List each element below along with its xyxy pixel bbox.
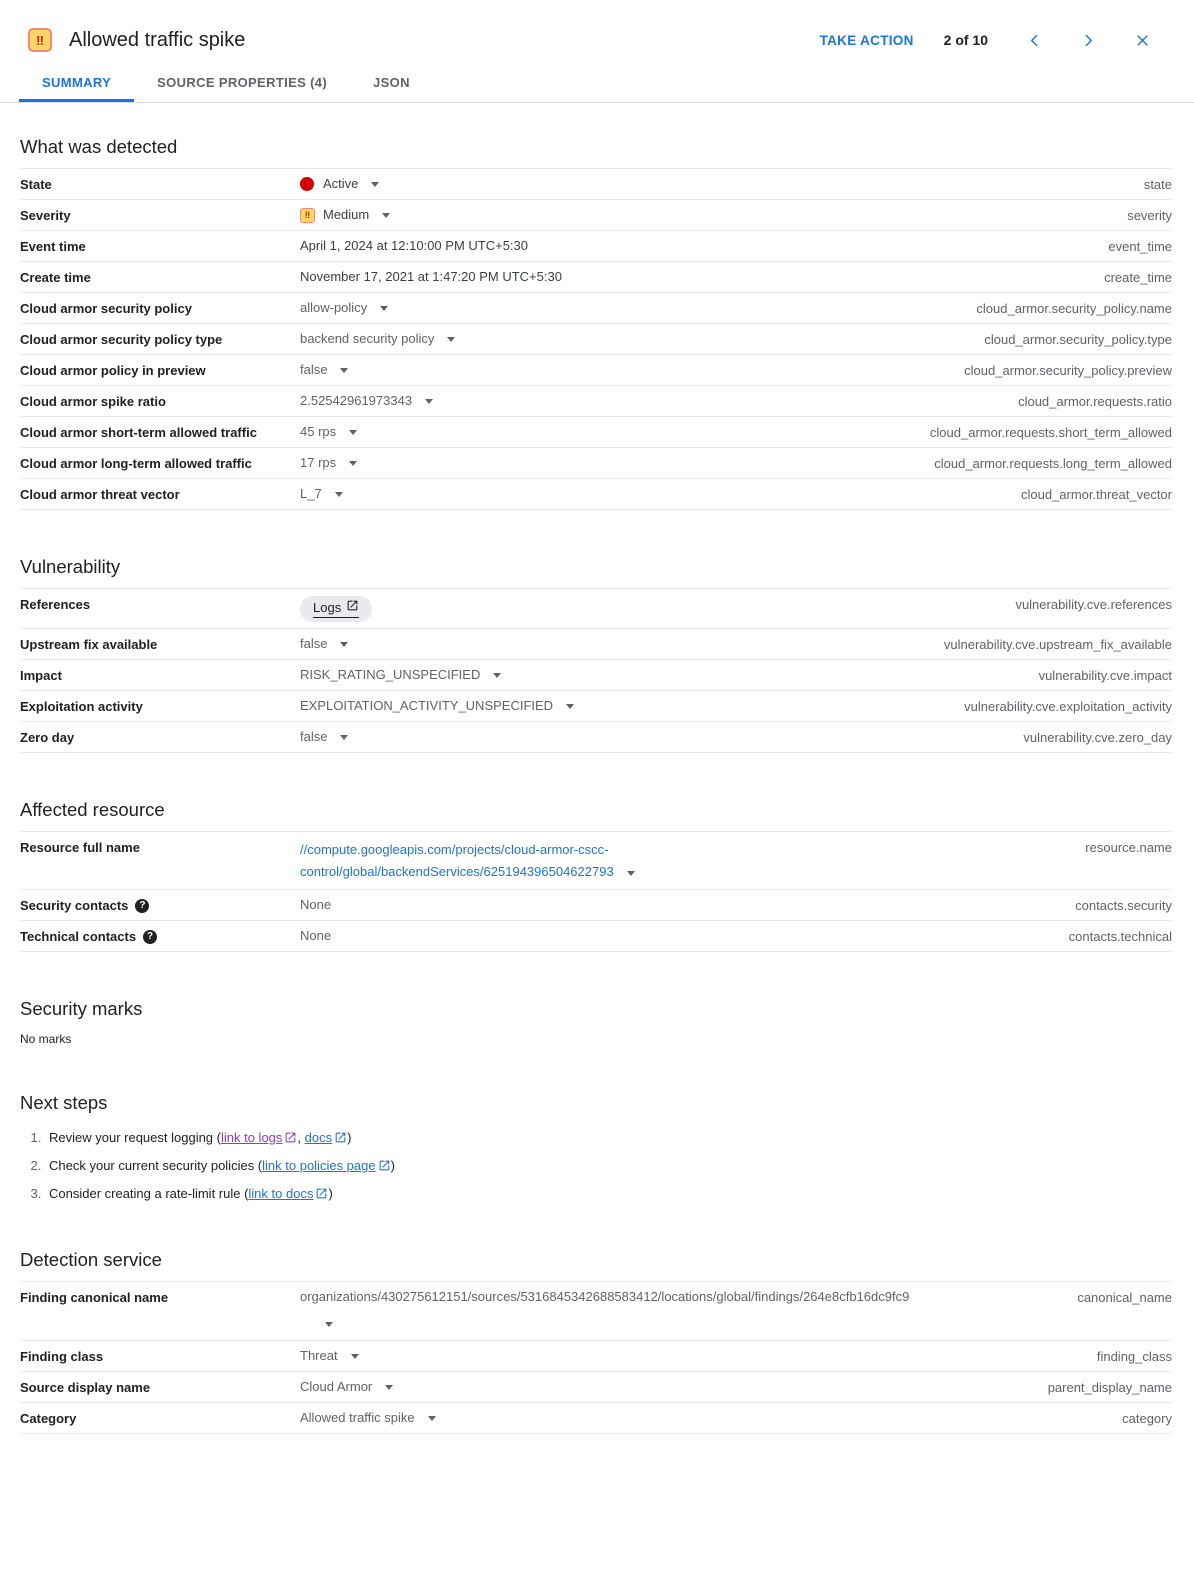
row-label-text: Cloud armor security policy	[20, 301, 192, 316]
row-label-text: Cloud armor policy in preview	[20, 363, 206, 378]
dropdown-caret-icon[interactable]	[340, 368, 348, 373]
row-value[interactable]	[300, 1289, 1053, 1334]
row-value-dropdown[interactable]	[300, 455, 910, 471]
dropdown-caret-icon[interactable]	[340, 642, 348, 647]
row-attribute-name: contacts.security	[1075, 898, 1172, 913]
section-title-affected-resource: Affected resource	[20, 799, 165, 820]
section-title-vulnerability: Vulnerability	[20, 556, 121, 577]
row-value	[300, 928, 1045, 944]
row-references	[20, 589, 1172, 629]
resource-link[interactable]	[300, 839, 1061, 883]
row-value-text: Active	[323, 176, 359, 191]
row-technical-contacts	[20, 921, 1172, 952]
dropdown-caret-icon[interactable]	[349, 430, 357, 435]
row-value-text: false	[300, 729, 328, 744]
severity-medium-icon: ‼	[300, 208, 315, 223]
header-actions	[820, 28, 1154, 52]
row-category	[20, 1403, 1172, 1434]
row-exploitation-activity	[20, 691, 1172, 722]
row-attribute-name: cloud_armor.requests.long_term_allowed	[934, 456, 1172, 471]
row-value-text: Threat	[300, 1348, 338, 1363]
take-action-button[interactable]: TAKE ACTION	[819, 32, 914, 48]
help-icon[interactable]: ?	[143, 930, 157, 944]
step-link-link-to-policies-page[interactable]: link to policies page	[262, 1158, 376, 1173]
row-cloud-armor-threat-vector	[20, 479, 1172, 510]
resource-link-line[interactable]: control/global/backendServices/625194396504622793	[300, 861, 635, 883]
row-label	[20, 362, 300, 379]
row-finding-class	[20, 1341, 1172, 1372]
row-attribute-name: vulnerability.cve.impact	[1038, 668, 1172, 683]
row-label	[20, 269, 300, 286]
severity-dropdown[interactable]	[300, 207, 1103, 223]
row-attribute-name: state	[1143, 177, 1172, 192]
row-value-text: allow-policy	[300, 300, 368, 315]
row-label	[20, 455, 300, 472]
row-value-text: Allowed traffic spike	[300, 1410, 415, 1425]
row-value-dropdown[interactable]	[300, 362, 940, 378]
row-label-text: Cloud armor spike ratio	[20, 394, 166, 409]
row-attribute-name: contacts.technical	[1068, 929, 1172, 944]
row-label-text: Upstream fix available	[20, 637, 158, 652]
row-cloud-armor-short-term-allowed-traffic	[20, 417, 1172, 448]
row-label-text: State	[20, 177, 52, 192]
dropdown-caret-icon[interactable]	[447, 337, 455, 342]
row-attribute-name: resource.name	[1085, 840, 1172, 855]
rows-affected-resource	[20, 831, 1172, 952]
row-label-text: Cloud armor security policy type	[20, 332, 223, 347]
section-vulnerability	[20, 556, 1172, 753]
row-label-text: Cloud armor short-term allowed traffic	[20, 425, 257, 440]
main-content	[0, 136, 1194, 1584]
external-link-icon	[284, 1131, 297, 1147]
row-value-dropdown[interactable]	[300, 486, 997, 502]
row-label-text: Exploitation activity	[20, 699, 143, 714]
row-attribute-name: cloud_armor.security_policy.name	[976, 301, 1172, 316]
section-title-security-marks: Security marks	[20, 998, 143, 1019]
next-step-item: 1. Review your request logging (link to logs , docs )	[45, 1130, 1172, 1147]
external-link-icon	[378, 1159, 391, 1175]
dropdown-caret-icon[interactable]	[493, 673, 501, 678]
dropdown-caret-row[interactable]	[312, 1315, 333, 1331]
row-resource-full-name	[20, 832, 1172, 890]
rows-what-was-detected	[20, 168, 1172, 510]
chevron-left-icon[interactable]	[1022, 28, 1046, 52]
row-label	[20, 1410, 300, 1427]
row-attribute-name: parent_display_name	[1047, 1380, 1172, 1395]
row-label	[20, 667, 300, 684]
rows-vulnerability	[20, 588, 1172, 753]
tab-source-properties-4[interactable]: SOURCE PROPERTIES (4)	[157, 75, 328, 90]
row-attribute-name: cloud_armor.requests.short_term_allowed	[929, 425, 1172, 440]
row-label	[20, 300, 300, 317]
row-value-dropdown[interactable]	[300, 698, 940, 714]
dropdown-caret-icon[interactable]	[425, 399, 433, 404]
row-label-text: Cloud armor threat vector	[20, 487, 180, 502]
pagination-counter: 2 of 10	[943, 32, 988, 48]
row-finding-canonical-name	[20, 1282, 1172, 1341]
external-link-icon	[346, 599, 359, 616]
row-value-text: None	[300, 928, 332, 943]
row-attribute-name: event_time	[1108, 239, 1172, 254]
row-value-text: 2.52542961973343	[300, 393, 413, 408]
row-attribute-name: cloud_armor.security_policy.type	[984, 332, 1172, 347]
logs-chip-button[interactable]	[300, 596, 372, 622]
dropdown-caret-icon[interactable]	[349, 461, 357, 466]
tab-summary[interactable]: SUMMARY	[19, 64, 134, 102]
row-label	[20, 1379, 300, 1396]
row-label	[20, 928, 300, 945]
row-label	[20, 176, 300, 193]
row-label	[20, 839, 300, 856]
row-event-time	[20, 231, 1172, 262]
row-value-text: April 1, 2024 at 12:10:00 PM UTC+5:30	[300, 238, 528, 253]
external-link-icon	[334, 1131, 347, 1147]
row-label	[20, 1348, 300, 1365]
row-label-text: Cloud armor long-term allowed traffic	[20, 456, 252, 471]
row-label-text: Resource full name	[20, 840, 140, 855]
row-value-dropdown[interactable]	[300, 1410, 1098, 1426]
row-attribute-name: cloud_armor.security_policy.preview	[964, 363, 1172, 378]
row-attribute-name: vulnerability.cve.upstream_fix_available	[943, 637, 1172, 652]
row-label-text: Source display name	[20, 1380, 151, 1395]
row-label	[20, 596, 300, 613]
row-value-text: EXPLOITATION_ACTIVITY_UNSPECIFIED	[300, 698, 554, 713]
row-security-contacts	[20, 890, 1172, 921]
row-severity	[20, 200, 1172, 231]
next-step-item: 2. Check your current security policies (link to policies page )	[45, 1158, 1172, 1175]
dropdown-caret-icon[interactable]	[325, 1322, 333, 1327]
row-attribute-name: severity	[1127, 208, 1172, 223]
row-attribute-name: cloud_armor.requests.ratio	[1018, 394, 1172, 409]
row-attribute-name: vulnerability.cve.exploitation_activity	[964, 699, 1172, 714]
dropdown-caret-icon[interactable]	[428, 1416, 436, 1421]
row-label-text: References	[20, 597, 91, 612]
row-state	[20, 169, 1172, 200]
help-icon[interactable]: ?	[135, 899, 149, 913]
row-value-dropdown[interactable]	[300, 331, 960, 347]
chevron-right-icon[interactable]	[1076, 28, 1100, 52]
rows-detection-service	[20, 1281, 1172, 1434]
dropdown-caret-icon[interactable]	[382, 213, 390, 218]
row-value-text: 17 rps	[300, 455, 337, 470]
row-cloud-armor-security-policy	[20, 293, 1172, 324]
row-value-dropdown[interactable]	[300, 729, 999, 745]
row-label	[20, 424, 300, 441]
row-value-text: 45 rps	[300, 424, 337, 439]
row-label	[20, 207, 300, 224]
row-value-text: Medium	[323, 207, 370, 222]
row-cloud-armor-spike-ratio	[20, 386, 1172, 417]
step-link-docs[interactable]: docs	[304, 1130, 333, 1145]
step-link-link-to-logs[interactable]: link to logs	[220, 1130, 283, 1145]
row-label	[20, 238, 300, 255]
row-value-text: organizations/430275612151/sources/5316845342688583412/locations/global/findings/264e8cfb16dc9fc9	[300, 1289, 910, 1304]
row-value	[300, 238, 1084, 254]
row-attribute-name: finding_class	[1096, 1349, 1172, 1364]
row-value-dropdown[interactable]	[300, 300, 952, 316]
section-title-next-steps: Next steps	[20, 1092, 108, 1113]
resource-link-line[interactable]: //compute.googleapis.com/projects/cloud-armor-cscc-	[300, 842, 609, 857]
row-label	[20, 636, 300, 653]
row-value	[300, 897, 1051, 913]
row-label-text: Impact	[20, 668, 62, 683]
dropdown-caret-icon[interactable]	[385, 1385, 393, 1390]
external-link-icon	[315, 1187, 328, 1203]
row-label-text: Technical contacts	[20, 929, 137, 944]
row-source-display-name	[20, 1372, 1172, 1403]
row-value-text: November 17, 2021 at 1:47:20 PM UTC+5:30	[300, 269, 562, 284]
severity-medium-icon: ‼	[28, 28, 52, 52]
row-value	[300, 269, 1080, 285]
row-label-text: Severity	[20, 208, 71, 223]
row-create-time	[20, 262, 1172, 293]
row-label-text: Finding canonical name	[20, 1290, 169, 1305]
section-title-what-was-detected: What was detected	[20, 136, 178, 157]
row-value-dropdown[interactable]	[300, 1348, 1073, 1364]
row-value-text: None	[300, 897, 332, 912]
row-value-dropdown[interactable]	[300, 1379, 1024, 1395]
row-label	[20, 486, 300, 503]
row-label	[20, 698, 300, 715]
row-label	[20, 331, 300, 348]
next-step-item: 3. Consider creating a rate-limit rule (link to docs )	[45, 1186, 1172, 1203]
dropdown-caret-icon[interactable]	[335, 492, 343, 497]
section-next-steps	[20, 1092, 1172, 1203]
row-cloud-armor-policy-in-preview	[20, 355, 1172, 386]
section-detection-service	[20, 1249, 1172, 1434]
row-label-text: Category	[20, 1411, 77, 1426]
row-cloud-armor-security-policy-type	[20, 324, 1172, 355]
section-security-marks	[20, 998, 1172, 1046]
section-affected-resource	[20, 799, 1172, 952]
row-label-text: Zero day	[20, 730, 75, 745]
row-attribute-name: category	[1122, 1411, 1172, 1426]
row-label	[20, 897, 300, 914]
row-cloud-armor-long-term-allowed-traffic	[20, 448, 1172, 479]
active-state-icon	[300, 177, 314, 191]
row-attribute-name: cloud_armor.threat_vector	[1020, 487, 1172, 502]
row-label	[20, 393, 300, 410]
section-what-was-detected	[20, 136, 1172, 510]
dropdown-caret-icon[interactable]	[566, 704, 574, 709]
row-value-text: false	[300, 636, 328, 651]
row-attribute-name: canonical_name	[1077, 1290, 1172, 1305]
close-icon[interactable]	[1130, 28, 1154, 52]
dropdown-caret-icon[interactable]	[627, 871, 635, 876]
section-title-detection-service: Detection service	[20, 1249, 162, 1270]
page-title: Allowed traffic spike	[69, 28, 246, 51]
row-zero-day	[20, 722, 1172, 753]
row-label-text: Create time	[20, 270, 91, 285]
row-impact	[20, 660, 1172, 691]
row-label-text: Security contacts	[20, 898, 129, 913]
row-upstream-fix-available	[20, 629, 1172, 660]
row-label	[20, 1289, 300, 1306]
row-value-text: backend security policy	[300, 331, 435, 346]
logs-chip-label: Logs	[313, 599, 359, 618]
next-steps-list	[20, 1130, 1172, 1203]
row-value-text: RISK_RATING_UNSPECIFIED	[300, 667, 481, 682]
step-link-link-to-docs[interactable]: link to docs	[248, 1186, 314, 1201]
dropdown-caret-icon[interactable]	[371, 182, 379, 187]
tab-bar	[0, 64, 1194, 103]
row-attribute-name: vulnerability.cve.references	[1015, 597, 1172, 612]
dropdown-caret-icon[interactable]	[340, 735, 348, 740]
finding-header	[0, 0, 1194, 52]
row-value-text: Cloud Armor	[300, 1379, 373, 1394]
row-label-text: Finding class	[20, 1349, 104, 1364]
dropdown-caret-icon[interactable]	[380, 306, 388, 311]
row-value-dropdown[interactable]	[300, 636, 920, 652]
row-attribute-name: vulnerability.cve.zero_day	[1023, 730, 1172, 745]
dropdown-caret-icon[interactable]	[351, 1354, 359, 1359]
section-text: No marks	[20, 1032, 72, 1046]
row-attribute-name: create_time	[1104, 270, 1172, 285]
row-value-dropdown[interactable]	[300, 667, 1015, 683]
tab-json[interactable]: JSON	[373, 75, 410, 90]
row-value	[300, 596, 991, 622]
row-label-text: Event time	[20, 239, 86, 254]
row-label	[20, 729, 300, 746]
row-value-dropdown[interactable]	[300, 424, 906, 440]
row-value-dropdown[interactable]	[300, 393, 994, 409]
row-value-text: false	[300, 362, 328, 377]
state-dropdown[interactable]	[300, 176, 1120, 192]
row-value-text: L_7	[300, 486, 322, 501]
